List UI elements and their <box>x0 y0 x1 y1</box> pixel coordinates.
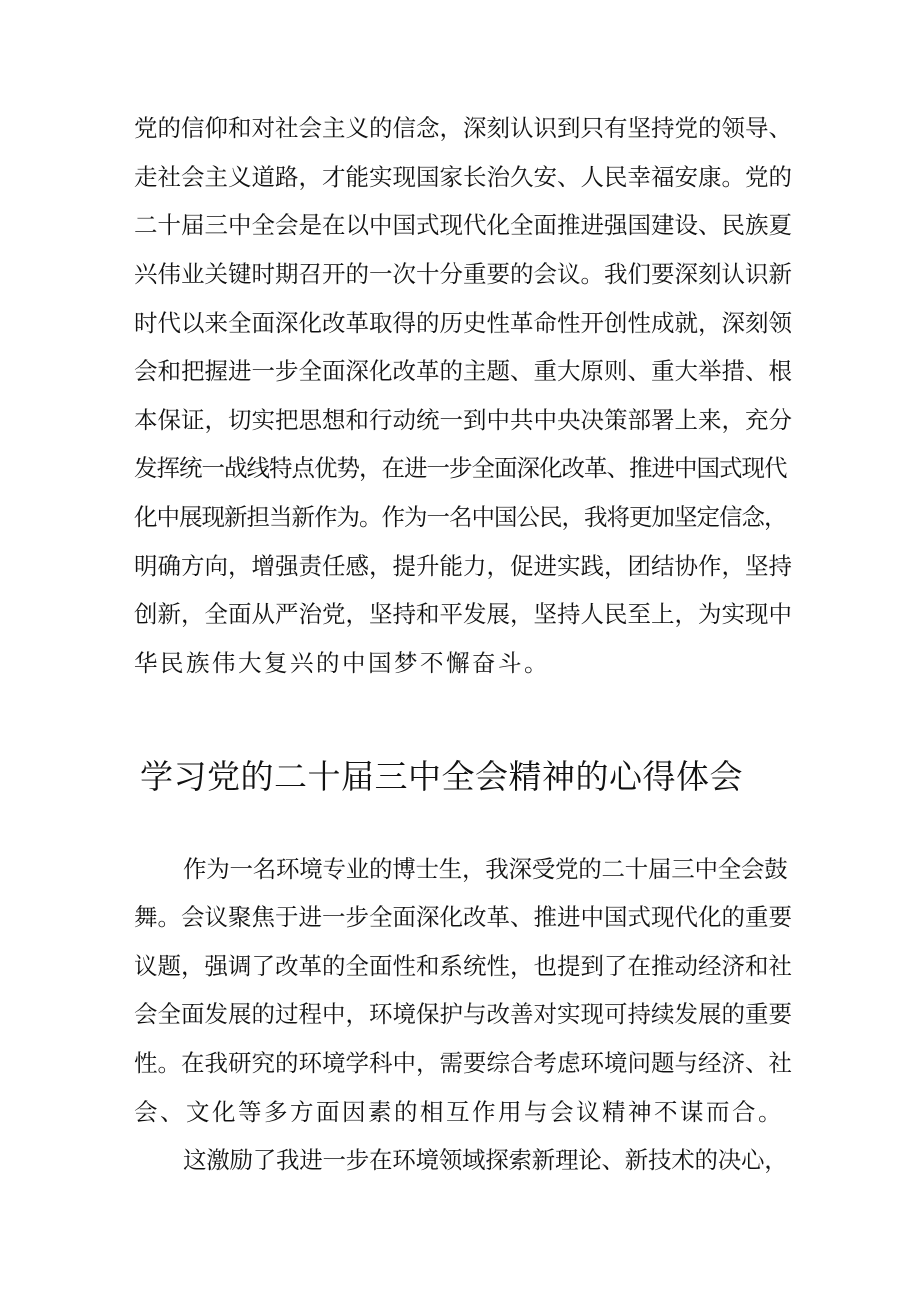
text-line: 这激励了我进一步在环境领域探索新理论、新技术的决心， <box>183 1146 788 1174</box>
text-line: 党的信仰和对社会主义的信念，深刻认识到只有坚持党的领导、 <box>134 114 792 142</box>
text-line: 明确方向，增强责任感，提升能力，促进实践，团结协作，坚持 <box>134 552 792 580</box>
text-line: 议题，强调了改革的全面性和系统性，也提到了在推动经济和社 <box>134 952 792 980</box>
text-line: 舞。会议聚焦于进一步全面深化改革、推进中国式现代化的重要 <box>134 903 792 931</box>
text-line: 走社会主义道路，才能实现国家长治久安、人民幸福安康。党的 <box>134 163 792 191</box>
text-line: 发挥统一战线特点优势，在进一步全面深化改革、推进中国式现代 <box>134 454 787 482</box>
text-line: 化中展现新担当新作为。作为一名中国公民，我将更加坚定信念， <box>134 503 787 531</box>
text-line: 会全面发展的过程中，环境保护与改善对实现可持续发展的重要 <box>134 1000 792 1028</box>
text-line: 性。在我研究的环境学科中，需要综合考虑环境问题与经济、社 <box>134 1049 792 1077</box>
text-line: 创新，全面从严治党，坚持和平发展，坚持人民至上，为实现中 <box>134 600 792 628</box>
text-line: 作为一名环境专业的博士生，我深受党的二十届三中全会鼓 <box>183 855 788 883</box>
section-title: 学习党的二十届三中全会精神的心得体会 <box>140 757 743 796</box>
text-line: 华民族伟大复兴的中国梦不懈奋斗。 <box>134 649 550 677</box>
text-line: 会、文化等多方面因素的相互作用与会议精神不谋而合。 <box>134 1098 784 1126</box>
text-line: 本保证，切实把思想和行动统一到中共中央决策部署上来，充分 <box>134 406 792 434</box>
text-line: 兴伟业关键时期召开的一次十分重要的会议。我们要深刻认识新 <box>134 260 792 288</box>
text-line: 会和把握进一步全面深化改革的主题、重大原则、重大举措、根 <box>134 357 792 385</box>
text-line: 二十届三中全会是在以中国式现代化全面推进强国建设、民族夏 <box>134 211 792 239</box>
text-line: 时代以来全面深化改革取得的历史性革命性开创性成就，深刻领 <box>134 309 792 337</box>
